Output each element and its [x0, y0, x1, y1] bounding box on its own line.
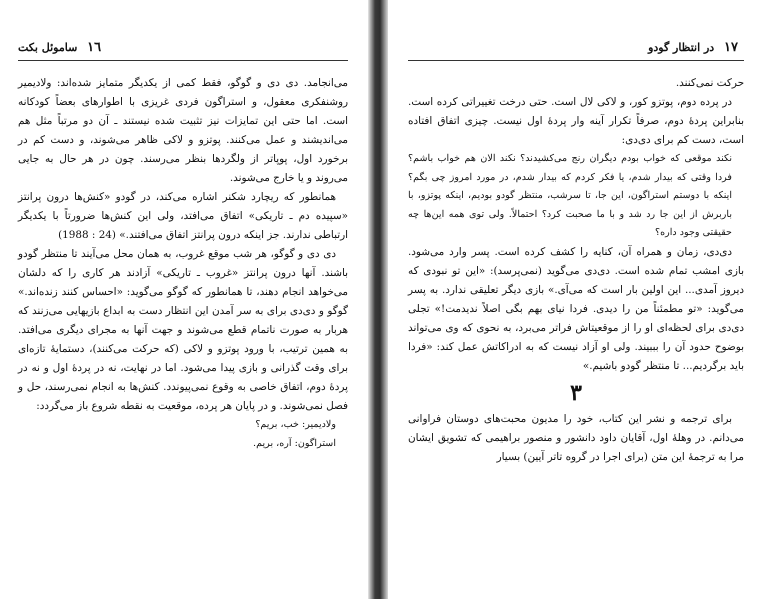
- paragraph: همانطور که ریچارد شکنر اشاره می‌کند، در گودو «کنش‌ها درون پرانتز «سپیده دم ـ تاریکی» اتفاق می‌افتد، ولی این کنش‌ها ضرورتاً با یکدیگر ارتباطی ندارند. جز اینکه درون پرانتز اتفاق می‌افتند.» (24 : 1988): [18, 191, 348, 241]
- dialogue-line: استراگون: آره، بریم.: [253, 437, 336, 449]
- paragraph: در پرده دوم، پوتزو کور، و لاکی لال است. حتی درخت تغییراتی کرده است. بنابراین پردهٔ دوم، صرفاً تکرار آینه وار پردهٔ اول نیست. چیزی اتفاق افتاده است، دست کم برای دی‌دی:: [408, 96, 744, 146]
- page-body: [408, 74, 744, 467]
- paragraph: دی‌دی، زمان و همراه آن، کنایه را کشف کرده است. پسر وارد می‌شود. بازی امشب تمام شده است. دی‌دی می‌گوید (نمی‌پرسد): «این تو نبودی که دیروز آمدی... این اولین بار است که می‌آی.» بازی دیگر تعلیقی ندارد. به پسر می‌گوید: «تو مطمئناً من را دیدی. فردا نیای بهم بگی اصلاً ندیدمت!» تجلی دی‌دی برای لحظه‌ای او را از موقعیتاش فراتر می‌برد، به نحوی که وی می‌تواند بوضوح حدود آن را بببیند. ولی او آزاد نیست که به ادراکاتش عمل کند: «فردا باید برگردیم... تا منتظر گودو باشیم.»: [408, 245, 744, 372]
- section-number: ۳: [570, 379, 582, 406]
- paragraph: برای ترجمه و نشر این کتاب، خود را مدیون محبت‌های دوستان فراوانی می‌دانم. در وهلهٔ اول، آقایان داود دانشور و منصور براهیمی که تشویق ایشان مرا به ترجمهٔ این متن (برای اجرا در گروه تاتر آیین) بسیار: [408, 412, 744, 463]
- left-page: [0, 0, 368, 599]
- running-header: [18, 40, 107, 55]
- running-title: در انتظار گودو: [648, 41, 715, 54]
- page-number: ١٦: [87, 40, 102, 55]
- book-gutter: [368, 0, 388, 599]
- dialogue-line: ولادیمیر: خب، بریم؟: [255, 419, 336, 430]
- header-rule: [18, 60, 348, 61]
- paragraph: دی دی و گوگو، هر شب موقع غروب، به همان محل می‌آیند تا منتظر گودو باشند. آنها درون پرانتز «غروب ـ تاریکی» آزادند هر کاری را که دلشان می‌خواهد انجام دهند، تا همانطور که گوگو می‌گوید: «احساس کنند زنده‌اند.» گوگو و دی‌دی برای به سر آمدن این انتظار دست به ابداع بازیهایی می‌زنند که هربار به صورت ناتمام قطع می‌شوند و جهت آنها به مجرای دیگری می‌افتد. به همین ترتیب، با ورود پوتزو و لاکی (که حرکت می‌کنند)، دستمایهٔ تازه‌ای برای وقت گذرانی و بازی پیدا می‌شود. اما در نهایت، نه در پردهٔ اول و نه در پردهٔ دوم، اتفاق خاصی به وقوع نمی‌پیوندد. کنش‌ها به انجام نمی‌رسند، حل و فصل نمی‌شوند. و در پایان هر پرده، موقعیت به نقطه شروع باز می‌گردد:: [18, 248, 348, 412]
- paragraph: می‌انجامد. دی دی و گوگو، فقط کمی از یکدیگر متمایز شده‌اند: ولادیمیر روشنفکری معقول، و استراگون فردی غریزی با اطوارهای بعضاً کودکانه است. اما حتی این تمایزات نیز تثبیت شده نیستند ـ آن دو مرتباً مثل هم می‌اندیشند و عمل می‌کنند. پوتزو و لاکی ظاهر می‌شوند، و دست کم در برخورد اول، پوپاتر از ولگردها بنظر می‌رسند. چون در هر حال به جایی می‌روند و یا خارج می‌شوند.: [18, 77, 348, 184]
- right-page: [388, 0, 768, 599]
- paragraph: حرکت نمی‌کنند.: [675, 77, 744, 89]
- page-body: [18, 74, 348, 453]
- quoted-passage: نکند موقعی که خواب بودم دیگران رنج می‌کشیدند؟ نکند الان هم خواب باشم؟ فردا وقتی که بیدار شدم، یا فکر کردم که بیدار شدم، در مورد امروز چی بگم؟ اینکه با دوستم استراگون، این جا، تا سرشب، منتظر گودو بودیم، اینکه پوتزو، با باربرش از این جا رد شد و با ما صحبت کرد؟ احتمالاً. ولی توی همه این‌ها چه حقیقتی وجود داره؟: [408, 153, 732, 238]
- running-header: [648, 40, 744, 55]
- running-title: ساموئل بکت: [18, 41, 78, 54]
- header-rule: [408, 60, 744, 61]
- page-number: ١٧: [724, 40, 738, 55]
